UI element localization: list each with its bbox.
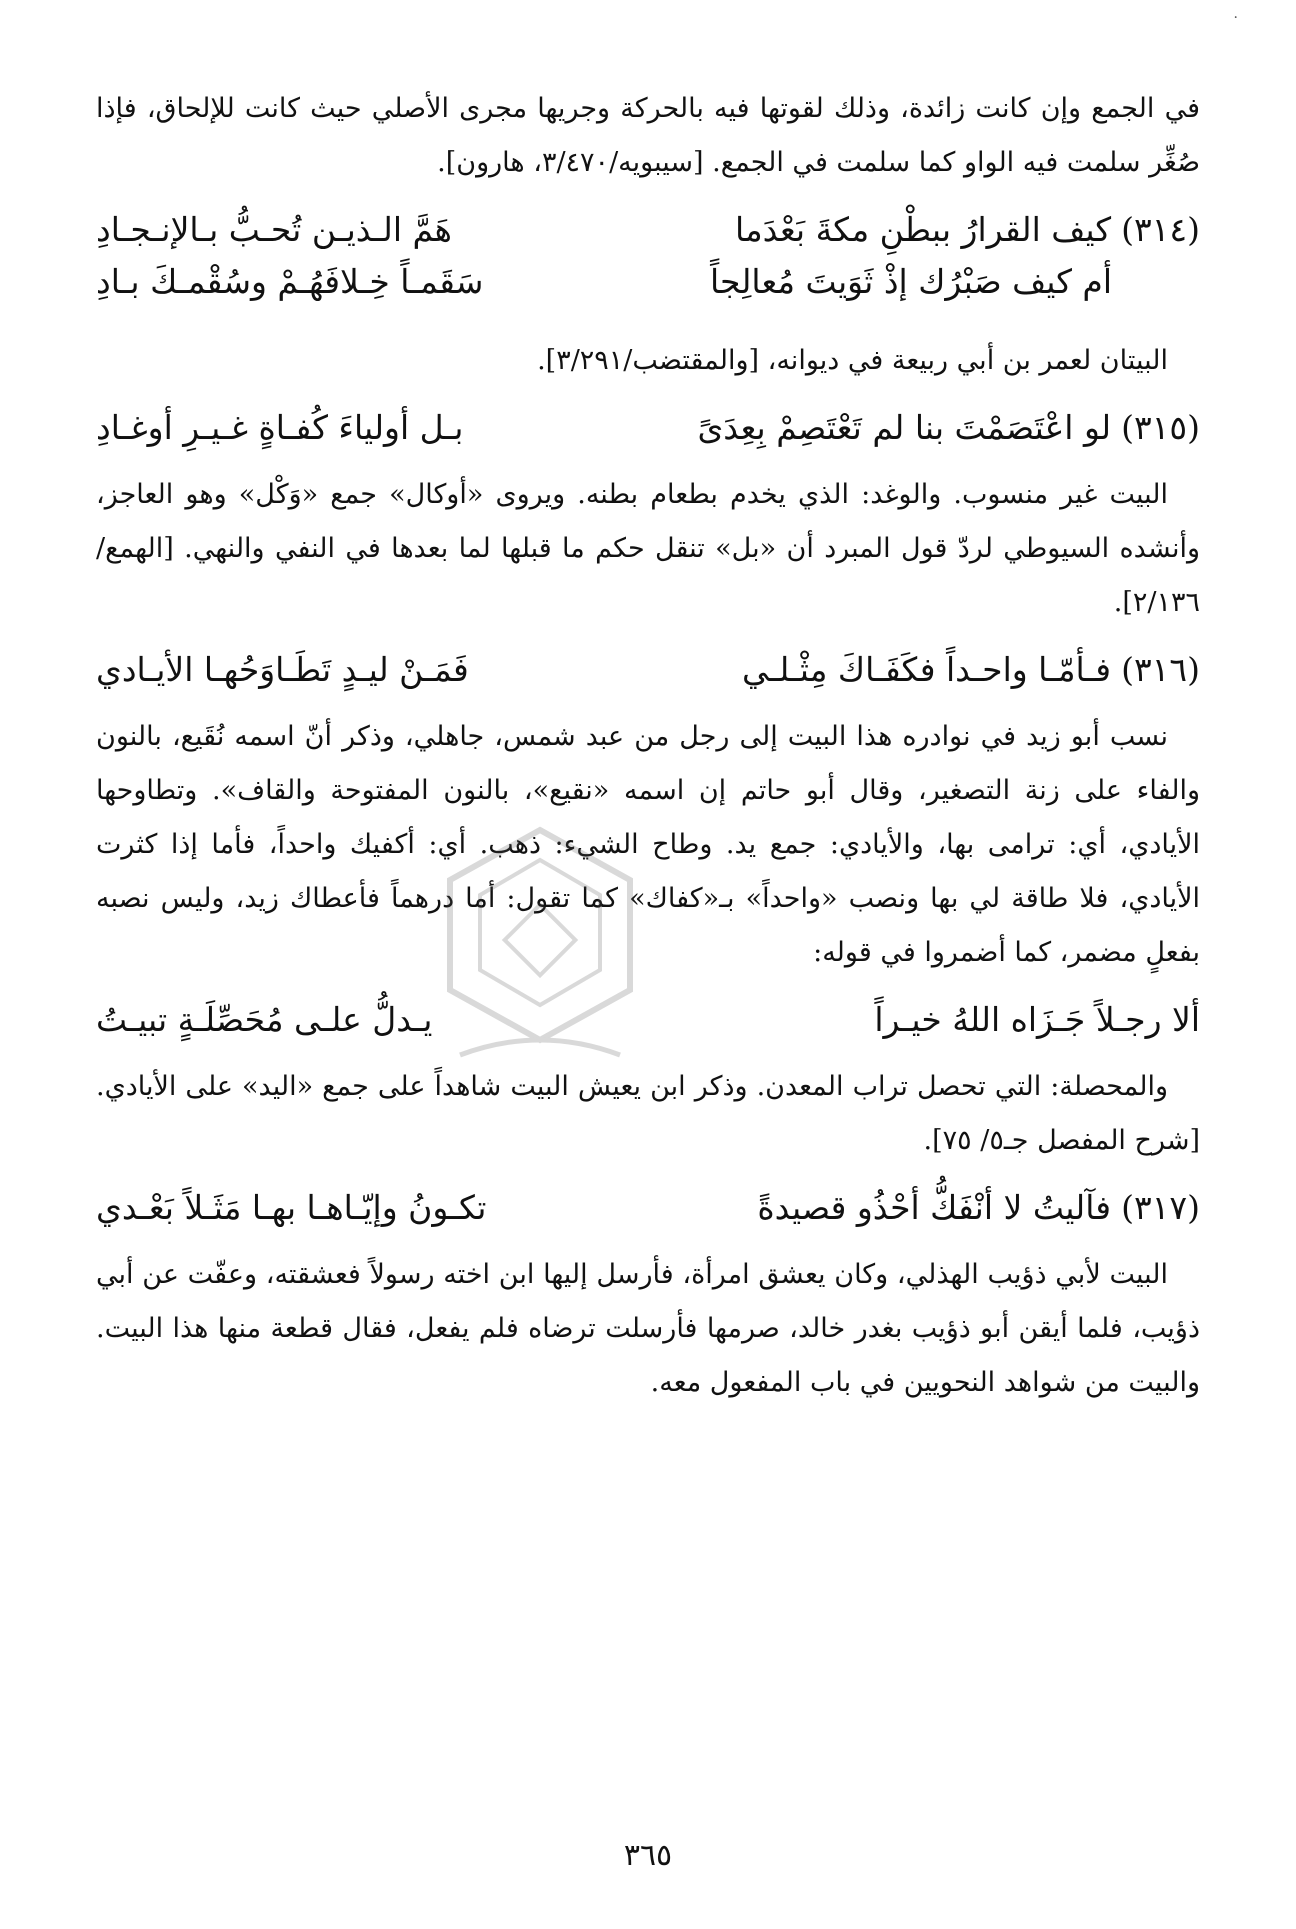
verse-hemistich-second: هَمَّ الـذيـن تُحـبُّ بـالإنـجـادِ (96, 210, 452, 249)
verse-number: (٣١٧) (1121, 1188, 1200, 1227)
verse-314-line-2 (96, 256, 1200, 308)
verse-hemistich-second: يـدلُّ علـى مُحَصِّلَـةٍ تبيـتُ (96, 1000, 433, 1039)
verse-316 (96, 644, 1200, 696)
verse-hemistich-first: ألا رجـلاً جَـزَاه اللهُ خيـراً (874, 1000, 1200, 1039)
verse-hemistich-second: تكـونُ وإيّـاهـا بهـا مَثَـلاً بَعْـدي (96, 1188, 487, 1227)
verse-hemistich-second: فَمَـنْ ليـدٍ تَطَـاوَحُهـا الأيـادي (96, 650, 469, 689)
page-content (96, 82, 1200, 1410)
verse-number: (٣١٤) (1121, 210, 1200, 249)
paragraph-intro: في الجمع وإن كانت زائدة، وذلك لقوتها فيه بالحركة وجريها مجرى الأصلي حيث كانت للإلحاق، فإذا صُغِّر سلمت فيه الواو كما سلمت في الجمع. [سيبويه/٣/٤٧٠، هارون]. (96, 93, 1200, 178)
page-number: ٣٦٥ (623, 1838, 673, 1873)
verse-hemistich-first: أم كيف صَبْرُك إذْ ثَوَيتَ مُعالِجاً (709, 262, 1112, 301)
verse-hemistich-second: بـل أولياءَ كُفـاةٍ غـيـرِ أوغـادِ (96, 408, 464, 447)
corner-mark: · (1233, 10, 1238, 26)
verse-number: (٣١٦) (1121, 650, 1200, 689)
verse-hemistich-second: سَقَمـاً خِـلافَهُـمْ وسُقْمـكَ بـادِ (96, 262, 484, 301)
paragraph-commentary-314: البيتان لعمر بن أبي ربيعة في ديوانه، [والمقتضب/٣/٢٩١]. (537, 345, 1168, 376)
verse-hemistich-first: فآليتُ لا أنْفَكُّ أحْذُو قصيدةً (757, 1188, 1112, 1227)
paragraph-commentary-316: نسب أبو زيد في نوادره هذا البيت إلى رجل من عبد شمس، جاهلي، وذكر أنّ اسمه نُقَيع، بالنون والفاء على زنة التصغير، وقال أبو حاتم إن اسمه «نقيع»، بالنون المفتوحة والقاف». وتطاوحها الأيادي، أي: ترامى بها، والأيادي: جمع يد. وطاح الشيء: ذهب. أي: أكفيك واحداً، فأما إذا كثرت الأيادي، فلا طاقة لي بها ونصب «واحداً» بـ«كفاك» كما تقول: أما درهماً فأعطاك زيد، وليس نصبه بفعلٍ مضمر، كما أضمروا في قوله: (96, 721, 1200, 968)
verse-quoted (96, 994, 1200, 1046)
paragraph-commentary-315: البيت غير منسوب. والوغد: الذي يخدم بطعام بطنه. ويروى «أوكال» جمع «وَكْل» وهو العاجز، وأنشده السيوطي لردّ قول المبرد أن «بل» تنقل حكم ما قبلها لما بعدها في النفي والنهي. [الهمع/٢/١٣٦]. (96, 479, 1200, 618)
verse-hemistich-first: كيف القرارُ ببطْنِ مكةَ بَعْدَما (734, 210, 1112, 249)
verse-hemistich-first: لو اعْتَصَمْتَ بنا لم تَعْتَصِمْ بِعِدَىً (697, 408, 1112, 447)
paragraph-commentary-317: البيت لأبي ذؤيب الهذلي، وكان يعشق امرأة، فأرسل إليها ابن اخته رسولاً فعشقته، وعفّت عن أبي ذؤيب، فلما أيقن أبو ذؤيب بغدر خالد، صرمها فأرسلت ترضاه فلم يفعل، فقال قطعة منها هذا البيت. والبيت من شواهد النحويين في باب المفعول معه. (96, 1259, 1200, 1398)
verse-number: (٣١٥) (1121, 408, 1200, 447)
verse-317 (96, 1182, 1200, 1234)
verse-hemistich-first: فـأمّـا واحـداً فكَفَـاكَ مِثْـلـي (742, 650, 1112, 689)
verse-314-line-1 (96, 204, 1200, 256)
verse-315 (96, 402, 1200, 454)
paragraph-commentary-quoted: والمحصلة: التي تحصل تراب المعدن. وذكر ابن يعيش البيت شاهداً على جمع «اليد» على الأيادي. [شرح المفصل جـ٥/ ٧٥]. (96, 1071, 1200, 1156)
